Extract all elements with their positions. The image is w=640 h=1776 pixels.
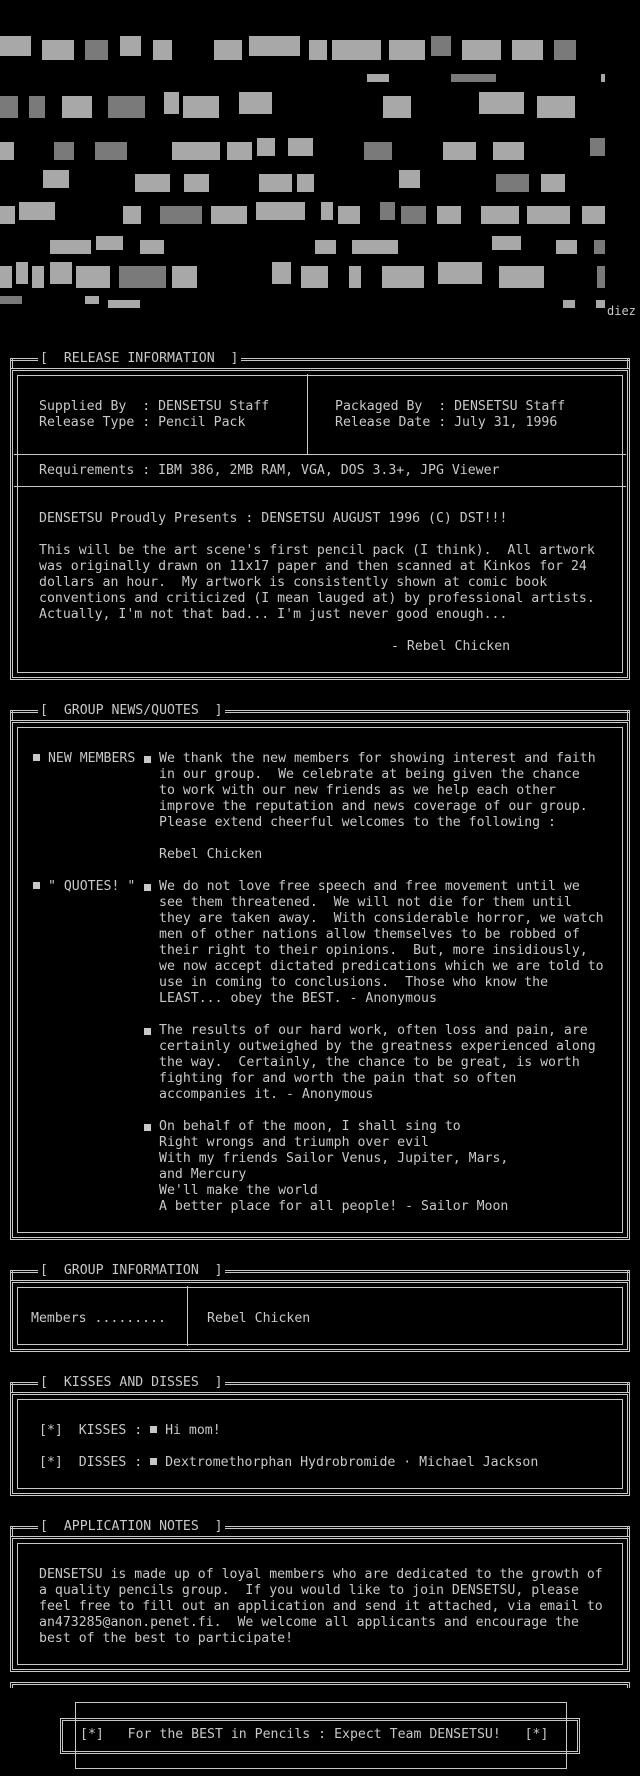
logo-block [50, 240, 91, 254]
logo-block [321, 202, 333, 220]
bullet-icon [33, 754, 40, 761]
quote-line: accompanies it. - Anonymous [159, 1087, 374, 1102]
logo-block [85, 296, 99, 304]
logo-block [499, 266, 544, 288]
logo-block [338, 206, 360, 224]
release-description-line: was originally drawn on 11x17 paper and then scanned at Kinkos for 24 [39, 559, 587, 574]
quote-line: We'll make the world [159, 1183, 318, 1198]
logo-block [383, 96, 411, 118]
logo-block [76, 266, 110, 288]
logo-block [0, 296, 22, 304]
new-members-line: Please extend cheerful welcomes to the following : [159, 815, 556, 830]
release-description-line: dollars an hour. My artwork is consistently shown at comic book [39, 575, 548, 590]
logo-block [590, 138, 605, 156]
logo-block [309, 40, 327, 60]
logo-block [512, 40, 543, 60]
release-description-line: Actually, I'm not that bad... I'm just never good enough... [39, 607, 508, 622]
logo-block [479, 92, 524, 114]
application-line: a quality pencils group. If you would like to join DENSETSU, please [39, 1583, 579, 1598]
release-signature: - Rebel Chicken [391, 639, 511, 654]
logo-block [19, 202, 55, 220]
logo-block [401, 206, 426, 224]
disses-label: [*] DISSES : [39, 1455, 151, 1470]
logo-block [596, 300, 605, 308]
new-members-line: in our group. We celebrate at being given the chance [159, 767, 580, 782]
quote-line: The results of our hard work, often loss and pain, are [159, 1023, 588, 1038]
logo-block [493, 142, 524, 160]
logo-block [272, 262, 291, 284]
supplied-by: Supplied By : DENSETSU Staff [39, 399, 270, 414]
logo-block [594, 240, 605, 254]
release-info-rule-2 [14, 486, 626, 487]
logo-block [364, 142, 392, 160]
logo-block [431, 36, 451, 56]
group-info-title: [ GROUP INFORMATION ] [40, 1263, 223, 1278]
logo-block [541, 174, 565, 192]
quote-line: On behalf of the moon, I shall sing to [159, 1119, 461, 1134]
quote-line: see them threatened. We will not die for them until [159, 895, 572, 910]
new-members-label: NEW MEMBERS [47, 751, 136, 766]
artist-credit: diez [607, 304, 636, 318]
application-line: DENSETSU is made up of loyal members who are dedicated to the growth of [39, 1567, 603, 1582]
disses-value: Dextromethorphan Hydrobromide · Michael Jackson [165, 1455, 539, 1470]
logo-block [438, 262, 482, 284]
quote-line: we now accept dictated predications which we are told to [159, 959, 604, 974]
logo-block [96, 236, 123, 250]
logo-block [42, 40, 74, 60]
logo-block [0, 96, 18, 118]
quote-line: and Mercury [159, 1167, 247, 1182]
new-members-text [159, 751, 596, 863]
release-date: Release Date : July 31, 1996 [335, 415, 558, 430]
group-info-divider [187, 1286, 188, 1346]
logo-block [50, 262, 72, 284]
members-value: Rebel Chicken [207, 1311, 311, 1326]
footer-rule [10, 1682, 630, 1688]
new-members-line: We thank the new members for showing interest and faith [159, 751, 596, 766]
logo-block [183, 96, 219, 118]
logo-block [249, 36, 300, 56]
logo-block [367, 74, 389, 82]
logo-block [582, 206, 605, 224]
logo-block [382, 266, 424, 288]
release-info-header [10, 351, 630, 366]
logo-block [135, 174, 170, 192]
logo-block [0, 142, 14, 160]
logo-block [352, 240, 398, 254]
logo-block [399, 170, 420, 188]
logo-block [214, 40, 242, 60]
new-members-line: improve the reputation and news coverage of our group. [159, 799, 588, 814]
logo-block [257, 138, 275, 156]
logo-block [29, 96, 45, 118]
logo-block [443, 142, 476, 160]
bullet-icon [33, 882, 40, 889]
logo-block [527, 206, 570, 224]
quote-line: the way. Certainly, the chance to be great, is worth [159, 1055, 580, 1070]
kisses-label: [*] KISSES : [39, 1423, 151, 1438]
application-notes-header [10, 1519, 630, 1534]
logo-block [297, 174, 314, 192]
logo-block [164, 92, 179, 114]
logo-block [85, 40, 108, 60]
quote-3 [159, 1119, 508, 1215]
kisses-disses-frame [10, 1392, 630, 1496]
bullet-icon [144, 884, 151, 891]
quote-line: certainly outweighed by the greatness experienced along [159, 1039, 596, 1054]
logo-block [16, 262, 28, 284]
bullet-icon [144, 1124, 151, 1131]
quote-2 [159, 1023, 596, 1103]
logo-block [288, 138, 313, 156]
release-type: Release Type : Pencil Pack [39, 415, 246, 430]
logo-block [140, 240, 164, 254]
kisses-disses-header [10, 1375, 630, 1390]
logo-block [349, 266, 361, 288]
quote-line: LEAST... obey the BEST. - Anonymous [159, 991, 437, 1006]
logo-block [62, 96, 92, 118]
logo-block [32, 266, 44, 288]
logo-block [172, 142, 220, 160]
bullet-icon [150, 1458, 157, 1465]
new-member-name: Rebel Chicken [159, 847, 263, 862]
release-info-divider [307, 374, 308, 454]
logo-block [563, 300, 575, 308]
group-info-header [10, 1263, 630, 1278]
release-info-rule-1 [14, 454, 626, 455]
quote-line: A better place for all people! - Sailor Moon [159, 1199, 509, 1214]
logo-block [597, 266, 605, 288]
quote-line: men of other nations allow themselves to be robbed of [159, 927, 580, 942]
logo-block [95, 142, 127, 160]
members-label: Members ......... [31, 1311, 166, 1326]
logo-block [184, 174, 209, 192]
logo-block [108, 300, 140, 308]
bullet-icon [144, 1028, 151, 1035]
requirements: Requirements : IBM 386, 2MB RAM, VGA, DOS 3.3+, JPG Viewer [39, 463, 500, 478]
logo-block [120, 36, 141, 56]
bullet-icon [150, 1426, 157, 1433]
quote-line: they are taken away. With considerable horror, we watch [159, 911, 604, 926]
logo-block [554, 40, 576, 60]
logo-block [108, 96, 145, 118]
logo-block [537, 96, 575, 118]
logo-block [119, 266, 166, 288]
new-members-line: to work with our new friends as we help each other [159, 783, 556, 798]
quote-line: fighting for and worth the pain that so often [159, 1071, 517, 1086]
logo-block [0, 206, 15, 224]
logo-block [332, 40, 381, 60]
release-description-line: conventions and criticized (I mean lauged at) by professional artists. [39, 591, 595, 606]
quotes-label-row [33, 879, 135, 895]
application-line: best of the best to participate! [39, 1631, 294, 1646]
logo-block [256, 202, 305, 220]
application-notes-text [39, 1567, 603, 1647]
logo-block [380, 202, 395, 220]
logo-block [43, 170, 69, 188]
logo-block [451, 74, 496, 82]
logo-block [462, 40, 501, 60]
new-members-label-row [33, 751, 135, 767]
logo-block [172, 266, 197, 288]
release-info-title: [ RELEASE INFORMATION ] [40, 351, 239, 366]
quote-line: We do not love free speech and free movement until we [159, 879, 580, 894]
group-news-title: [ GROUP NEWS/QUOTES ] [40, 703, 223, 718]
quote-line: use in coming to conclusions. Those who know the [159, 975, 549, 990]
disses-row [39, 1455, 538, 1471]
logo-block [492, 236, 521, 250]
quote-line: With my friends Sailor Venus, Jupiter, Mars, [159, 1151, 509, 1166]
quote-line: their right to their opinions. But, more insidiously, [159, 943, 588, 958]
logo-block [496, 174, 529, 192]
logo-block [601, 74, 605, 82]
quote-line: Right wrongs and triumph over evil [159, 1135, 429, 1150]
kisses-value: Hi mom! [165, 1423, 221, 1438]
application-notes-title: [ APPLICATION NOTES ] [40, 1519, 223, 1534]
logo-block [301, 266, 328, 288]
quote-1 [159, 879, 604, 1007]
presents-line: DENSETSU Proudly Presents : DENSETSU AUGUST 1996 (C) DST!!! [39, 511, 508, 526]
logo-block [239, 92, 272, 114]
release-description [39, 543, 595, 623]
logo-block [211, 206, 247, 224]
logo-block [0, 266, 12, 288]
logo-block [481, 206, 519, 224]
logo-block [389, 40, 425, 60]
logo-block [556, 240, 577, 254]
logo-block [259, 174, 292, 192]
release-description-line: This will be the art scene's first pencil pack (I think). All artwork [39, 543, 595, 558]
footer-tagline: [*] For the BEST in Pencils : Expect Team DENSETSU! [*] [80, 1727, 549, 1742]
kisses-disses-title: [ KISSES AND DISSES ] [40, 1375, 223, 1390]
group-news-header [10, 703, 630, 718]
quotes-label: " QUOTES! " [47, 879, 136, 894]
densetsu-ansi-logo [0, 34, 610, 324]
kisses-row [39, 1423, 221, 1439]
logo-block [123, 206, 141, 224]
logo-block [160, 206, 202, 224]
logo-block [153, 40, 172, 60]
bullet-icon [144, 756, 151, 763]
packaged-by: Packaged By : DENSETSU Staff [335, 399, 566, 414]
logo-block [437, 206, 461, 224]
logo-block [315, 240, 336, 254]
logo-block [0, 36, 31, 56]
application-line: an473285@anon.penet.fi. We welcome all applicants and encourage the [39, 1615, 579, 1630]
application-line: feel free to fill out an application and send it attached, via email to [39, 1599, 603, 1614]
logo-block [227, 142, 252, 160]
footer-base [75, 1760, 567, 1769]
logo-block [54, 142, 74, 160]
